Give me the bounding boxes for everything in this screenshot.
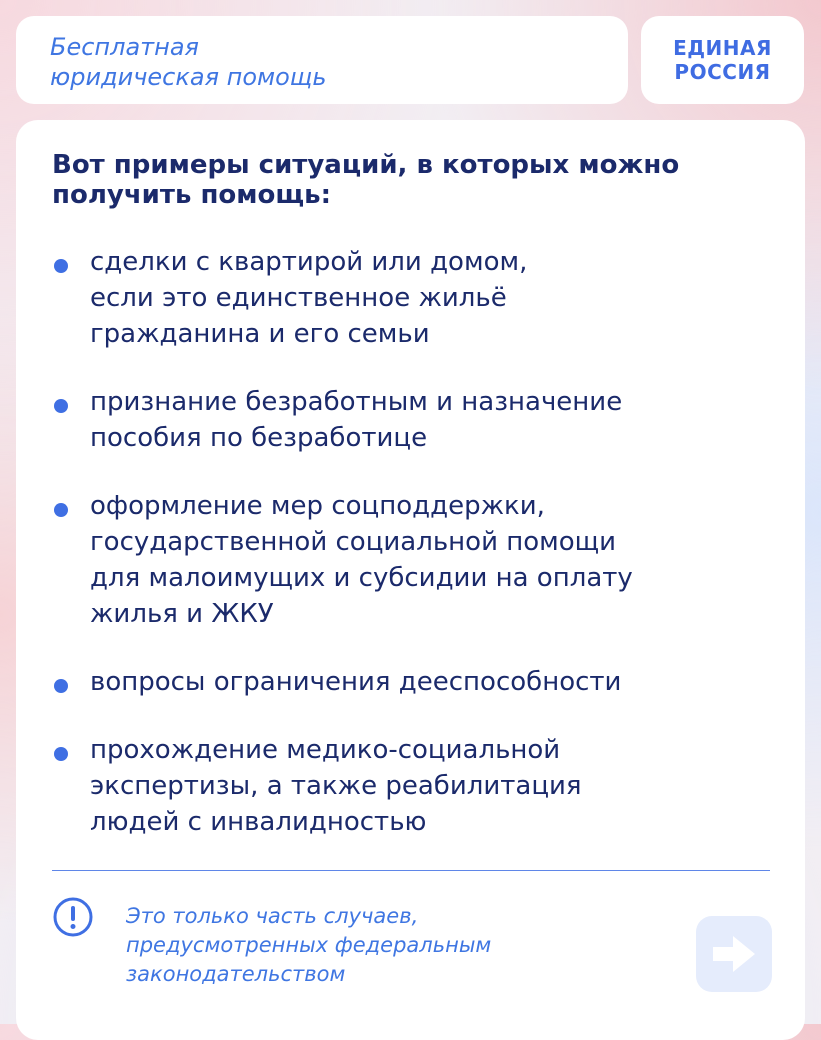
bullet-icon xyxy=(54,259,68,273)
next-button[interactable] xyxy=(696,916,772,992)
list-item-line: оформление мер соцподдержки, xyxy=(90,491,545,521)
list-item-line: для малоимущих и субсидии на оплату xyxy=(90,563,633,593)
list-item xyxy=(52,384,772,456)
bullet-icon xyxy=(54,747,68,761)
logo-line-1: ЕДИНАЯ xyxy=(673,36,772,60)
footnote-line-1: Это только часть случаев, xyxy=(126,904,419,928)
logo-line-2: РОССИЯ xyxy=(674,60,771,84)
exclamation-circle-icon xyxy=(52,896,94,938)
list-item-line: жилья и ЖКУ xyxy=(90,599,274,629)
section-heading xyxy=(52,150,782,210)
page-title-line-2: юридическая помощь xyxy=(50,63,327,91)
page-title-line-1: Бесплатная xyxy=(50,33,199,61)
list-item-line: прохождение медико-социальной xyxy=(90,735,561,765)
bullet-icon xyxy=(54,399,68,413)
list-item xyxy=(52,664,772,700)
title-card xyxy=(16,16,628,104)
page-title xyxy=(50,32,594,92)
list-item xyxy=(52,244,772,352)
footnote xyxy=(126,902,646,989)
list-item-line: вопросы ограничения дееспособности xyxy=(90,667,622,697)
bullet-icon xyxy=(54,503,68,517)
list-item-line: признание безработным и назначение xyxy=(90,387,623,417)
logo xyxy=(641,16,804,104)
list-item-line: если это единственное жильё xyxy=(90,283,507,313)
section-heading-line-2: получить помощь: xyxy=(52,180,331,210)
list-item-line: людей с инвалидностью xyxy=(90,807,427,837)
content-card xyxy=(16,120,805,1040)
list-item-line: государственной социальной помощи xyxy=(90,527,617,557)
section-heading-line-1: Вот примеры ситуаций, в которых можно xyxy=(52,150,680,180)
list-item-line: пособия по безработице xyxy=(90,423,428,453)
footnote-line-2: предусмотренных федеральным xyxy=(126,933,492,957)
list-item-line: экспертизы, а также реабилитация xyxy=(90,771,582,801)
list-item xyxy=(52,732,772,840)
arrow-right-icon xyxy=(711,931,757,977)
list-item-line: гражданина и его семьи xyxy=(90,319,430,349)
list-item xyxy=(52,488,772,632)
divider xyxy=(52,870,770,871)
logo-text xyxy=(673,36,772,84)
bullet-icon xyxy=(54,679,68,693)
list-item-line: сделки с квартирой или домом, xyxy=(90,247,528,277)
footnote-line-3: законодательством xyxy=(126,962,346,986)
situations-list xyxy=(52,244,772,872)
